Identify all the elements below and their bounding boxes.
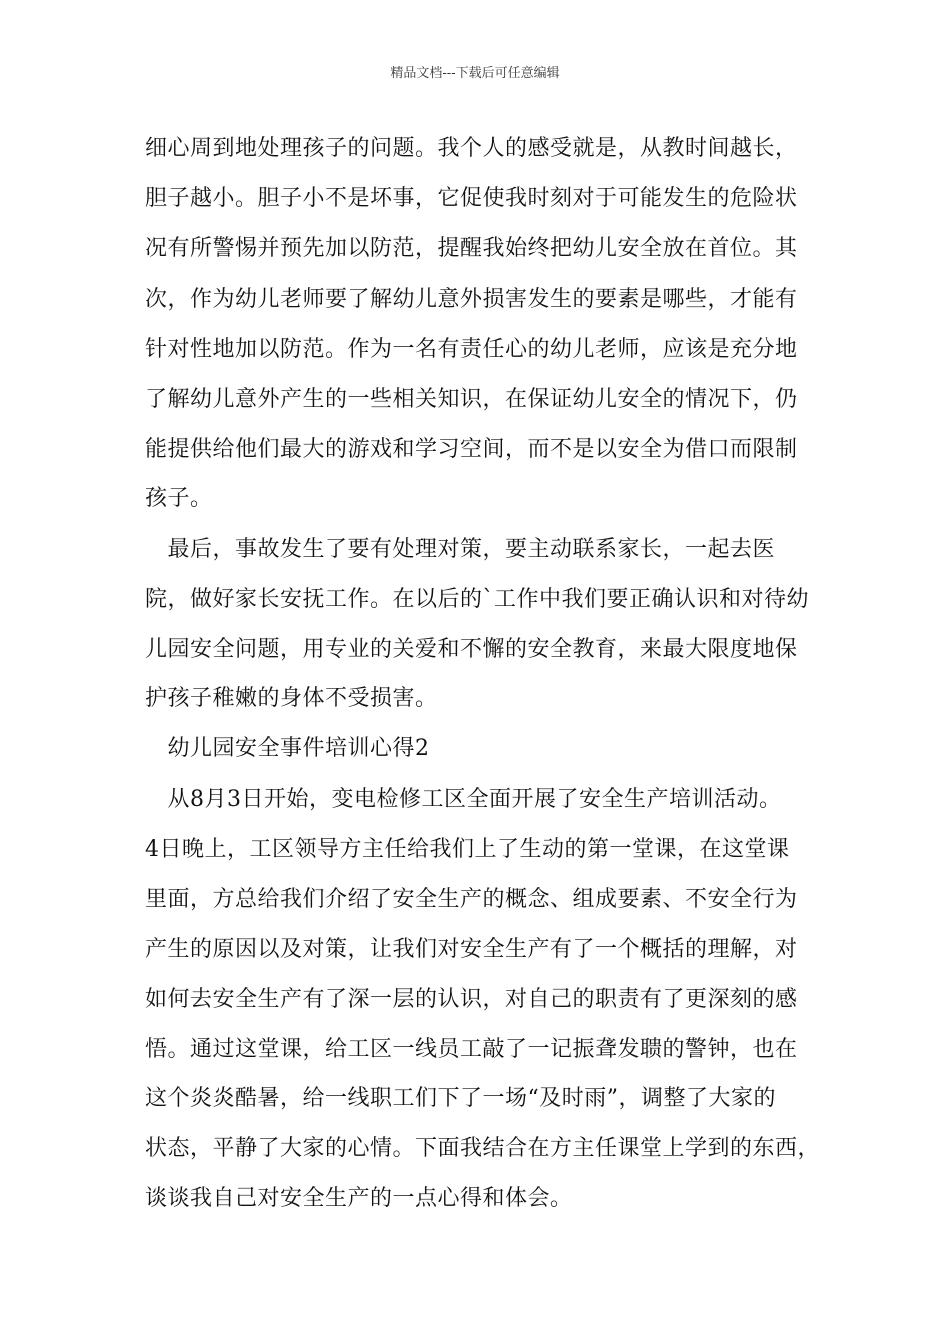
body-line-21: 谈谈我自己对安全生产的一点心得和体会。	[145, 1186, 573, 1211]
body-line-18: 悟。通过这堂课，给工区一线员工敲了一记振聋发聩的警钟，也在	[145, 1037, 798, 1062]
body-line-2: 胆子越小。胆子小不是坏事，它促使我时刻对于可能发生的危险状	[145, 186, 798, 211]
body-line-12: 护孩子稚嫩的身体不受损害。	[145, 686, 438, 711]
body-line-5: 针对性地加以防范。作为一名有责任心的幼儿老师，应该是充分地	[145, 337, 798, 362]
body-line-6: 了解幼儿意外产生的一些相关知识，在保证幼儿安全的情况下，仍	[145, 387, 798, 412]
section-heading: 幼儿园安全事件培训心得2	[145, 736, 430, 761]
body-line-9: 最后，事故发生了要有处理对策，要主动联系家长，一起去医	[145, 537, 776, 562]
body-line-4: 次，作为幼儿老师要了解幼儿意外损害发生的要素是哪些，才能有	[145, 287, 798, 312]
body-line-14: 4日晚上，工区领导方主任给我们上了生动的第一堂课，在这堂课	[145, 837, 790, 862]
body-line-20: 状态，平静了大家的心情。下面我结合在方主任课堂上学到的东西，	[145, 1136, 821, 1161]
body-line-11: 儿园安全问题，用专业的关爱和不懈的安全教育，来最大限度地保	[145, 637, 798, 662]
body-line-7: 能提供给他们最大的游戏和学习空间，而不是以安全为借口而限制	[145, 437, 798, 462]
body-line-17: 如何去安全生产有了深一层的认识，对自己的职责有了更深刻的感	[145, 987, 798, 1012]
body-line-13: 从8月3日开始，变电检修工区全面开展了安全生产培训活动。	[145, 787, 782, 812]
page-header: 精品文档---下载后可任意编辑	[390, 66, 560, 81]
body-line-3: 况有所警惕并预先加以防范，提醒我始终把幼儿安全放在首位。其	[145, 236, 798, 261]
body-line-1: 细心周到地处理孩子的问题。我个人的感受就是，从教时间越长，	[145, 136, 798, 161]
body-line-15: 里面，方总给我们介绍了安全生产的概念、组成要素、不安全行为	[145, 887, 798, 912]
body-line-19: 这个炎炎酷暑，给一线职工们下了一场“及时雨”，调整了大家的	[145, 1086, 776, 1111]
body-line-16: 产生的原因以及对策，让我们对安全生产有了一个概括的理解，对	[145, 937, 798, 962]
body-line-8: 孩子。	[145, 486, 213, 511]
body-line-10: 院，做好家长安抚工作。在以后的`工作中我们要正确认识和对待幼	[145, 587, 810, 612]
